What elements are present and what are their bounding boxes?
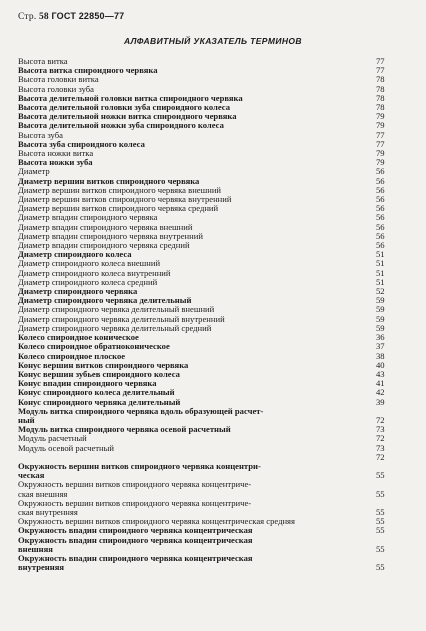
index-entry xyxy=(18,536,390,554)
index-term-line: ская внутренняя xyxy=(18,506,78,517)
index-page-number: 79 xyxy=(376,157,385,168)
index-term: Высота делительной ножки зуба спироидного колеса xyxy=(18,120,224,131)
index-page-number: 51 xyxy=(376,276,385,287)
index-page-number: 55 xyxy=(376,516,385,527)
index-term: Высота витка xyxy=(18,56,68,66)
index-entry xyxy=(18,554,390,572)
index-page-number: 51 xyxy=(376,249,385,260)
index-term: Конус спироидного червяка делительный xyxy=(18,396,181,407)
index-page-number: 78 xyxy=(376,92,385,103)
index-term: Диаметр спироидного червяка делительный xyxy=(18,295,192,306)
index-term: Диаметр спироидного колеса внутренний xyxy=(18,267,171,278)
index-term-line: ческая xyxy=(18,470,45,481)
index-term: Модуль витка спироидного червяка осевой расчетный xyxy=(18,424,231,435)
index-page-number: 36 xyxy=(376,332,385,343)
index-term: Диаметр спироидного червяка xyxy=(18,286,138,297)
index-page-number: 78 xyxy=(376,102,385,113)
index-term: Высота головки зуба xyxy=(18,83,94,94)
index-term: Диаметр впадин спироидного червяка внутренний xyxy=(18,230,203,241)
index-term: Диаметр впадин спироидного червяка средний xyxy=(18,240,190,251)
index-page-number: 77 xyxy=(376,56,385,66)
index-entry xyxy=(18,407,390,425)
index-page-number: 56 xyxy=(376,166,385,177)
page-header xyxy=(18,11,124,22)
index-term xyxy=(18,536,366,554)
index-term: Высота ножки витка xyxy=(18,148,94,159)
index-page-number: 56 xyxy=(376,175,385,186)
index-page-number: 59 xyxy=(376,313,385,324)
index-page-number: 77 xyxy=(376,129,385,140)
index-term: Диаметр спироидного червяка делительный средний xyxy=(18,322,212,333)
index-page-number: 52 xyxy=(376,286,385,297)
index-term xyxy=(18,480,366,498)
index-term-line: Окружность вершин витков спироидного червяка концентриче- xyxy=(18,497,252,508)
index-page-number: 78 xyxy=(376,74,385,85)
index-term: Модуль осевой расчетный xyxy=(18,442,115,453)
index-page-number: 55 xyxy=(376,488,385,499)
page-title: АЛФАВИТНЫЙ УКАЗАТЕЛЬ ТЕРМИНОВ xyxy=(124,36,302,46)
index-page-number: 56 xyxy=(376,212,385,223)
index-term: Диаметр спироидного колеса средний xyxy=(18,276,158,287)
index-page-number: 77 xyxy=(376,138,385,149)
index-term: Конус спироидного колеса делительный xyxy=(18,387,175,398)
index-term-line: Окружность вершин витков спироидного червяка концентриче- xyxy=(18,479,252,490)
index-page-number: 55 xyxy=(376,562,385,573)
index-term: Высота делительной головки витка спироидного червяка xyxy=(18,92,243,103)
index-page-number: 55 xyxy=(376,525,385,536)
page-number: 58 xyxy=(38,12,49,22)
index-term-line: внешняя xyxy=(18,543,53,554)
index-entry xyxy=(18,480,390,498)
index-term: Диаметр спироидного червяка делительный внешний xyxy=(18,304,215,315)
index-page-number: 79 xyxy=(376,120,385,131)
index-page-number: 73 xyxy=(376,424,385,435)
index-term-line: Окружность вершин витков спироидного червяка концентри- xyxy=(18,460,261,471)
index-page-number: 37 xyxy=(376,341,385,352)
index-term: Диаметр впадин спироидного червяка внешний xyxy=(18,221,193,232)
page-label: Стр. xyxy=(18,12,37,22)
index-page-number: 51 xyxy=(376,267,385,278)
index-page-number: 38 xyxy=(376,350,385,361)
index-entry xyxy=(18,158,390,167)
index-term: Высота зуба спироидного колеса xyxy=(18,138,145,149)
index-page-number: 72 xyxy=(376,451,385,462)
index-term: Диаметр вершин витков спироидного червяка xyxy=(18,175,200,186)
index-page-number: 73 xyxy=(376,442,385,453)
index-term: Диаметр вершин витков спироидного червяка внешний xyxy=(18,184,222,195)
index-page-number: 56 xyxy=(376,230,385,241)
index-page-number: 41 xyxy=(376,378,385,389)
index-page-number: 56 xyxy=(376,240,385,251)
index-term: Конус вершин витков спироидного червяка xyxy=(18,359,189,370)
index-page-number: 78 xyxy=(376,83,385,94)
index-term: Диаметр спироидного червяка делительный внутренний xyxy=(18,313,225,324)
index-term-line: Модуль витка спироидного червяка вдоль образующей расчет- xyxy=(18,405,264,416)
index-entry xyxy=(18,462,390,480)
index-page-number: 56 xyxy=(376,221,385,232)
index-term: Высота ножки зуба xyxy=(18,157,93,168)
standard-code: ГОСТ 22850—77 xyxy=(51,11,125,21)
index-term: Окружность впадин спироидного червяка концентрическая xyxy=(18,525,253,536)
index-term: Высота головки витка xyxy=(18,74,99,85)
index-page-number: 59 xyxy=(376,295,385,306)
index-term xyxy=(18,554,366,572)
index-term: Диаметр вершин витков спироидного червяка средний xyxy=(18,203,219,214)
index-term: Колесо спироидное обратноконическое xyxy=(18,341,170,352)
index-term: Модуль расчетный xyxy=(18,433,87,444)
index-page-number: 42 xyxy=(376,387,385,398)
index-page-number: 79 xyxy=(376,148,385,159)
index-page-number: 40 xyxy=(376,359,385,370)
index-term-line: Окружность впадин спироидного червяка концентрическая xyxy=(18,552,253,563)
index-page-number: 72 xyxy=(376,414,385,425)
index-term: Колесо спироидное плоское xyxy=(18,350,126,361)
index-page-number: 77 xyxy=(376,65,385,76)
index-term: Окружность вершин витков спироидного червяка концентрическая средняя xyxy=(18,516,295,527)
index-term-line: внутренняя xyxy=(18,562,65,573)
index-term: Диаметр вершин витков спироидного червяка внутренний xyxy=(18,194,232,205)
index-page-number: 72 xyxy=(376,433,385,444)
index-entry xyxy=(18,499,390,517)
index-page-number: 59 xyxy=(376,322,385,333)
index-term-line: Окружность впадин спироидного червяка концентрическая xyxy=(18,534,253,545)
index-page-number: 56 xyxy=(376,203,385,214)
index-page-number: 56 xyxy=(376,194,385,205)
index-entry xyxy=(18,444,390,453)
index-entry xyxy=(18,121,390,130)
index-page-number: 51 xyxy=(376,258,385,269)
index-page-number: 55 xyxy=(376,543,385,554)
index-term: Высота зуба xyxy=(18,129,63,140)
index-term: Высота делительной головки зуба спироидного колеса xyxy=(18,102,231,113)
index-page-number: 59 xyxy=(376,304,385,315)
index-page-number: 55 xyxy=(376,470,385,481)
index-term xyxy=(18,499,366,517)
index-term: Колесо спироидное коническое xyxy=(18,332,139,343)
index-page-number: 55 xyxy=(376,506,385,517)
index-page-number: 43 xyxy=(376,368,385,379)
index-term: Диаметр xyxy=(18,166,50,177)
index-term: Высота делительной ножки витка спироидного червяка xyxy=(18,111,237,122)
index-term: Высота витка спироидного червяка xyxy=(18,65,158,76)
index-term: Диаметр впадин спироидного червяка xyxy=(18,212,158,223)
index-term-line: ный xyxy=(18,414,35,425)
term-index-list xyxy=(18,57,390,572)
index-page-number: 56 xyxy=(376,184,385,195)
index-term: Диаметр спироидного колеса xyxy=(18,249,132,260)
index-term: Диаметр спироидного колеса внешний xyxy=(18,258,161,269)
index-page-number: 39 xyxy=(376,396,385,407)
index-page-number: 79 xyxy=(376,111,385,122)
index-term xyxy=(18,462,366,480)
index-term xyxy=(18,407,366,425)
index-term-line: ская внешняя xyxy=(18,488,68,499)
index-term: Конус впадин спироидного червяка xyxy=(18,378,157,389)
index-term: Конус вершин зубьев спироидного колеса xyxy=(18,368,180,379)
